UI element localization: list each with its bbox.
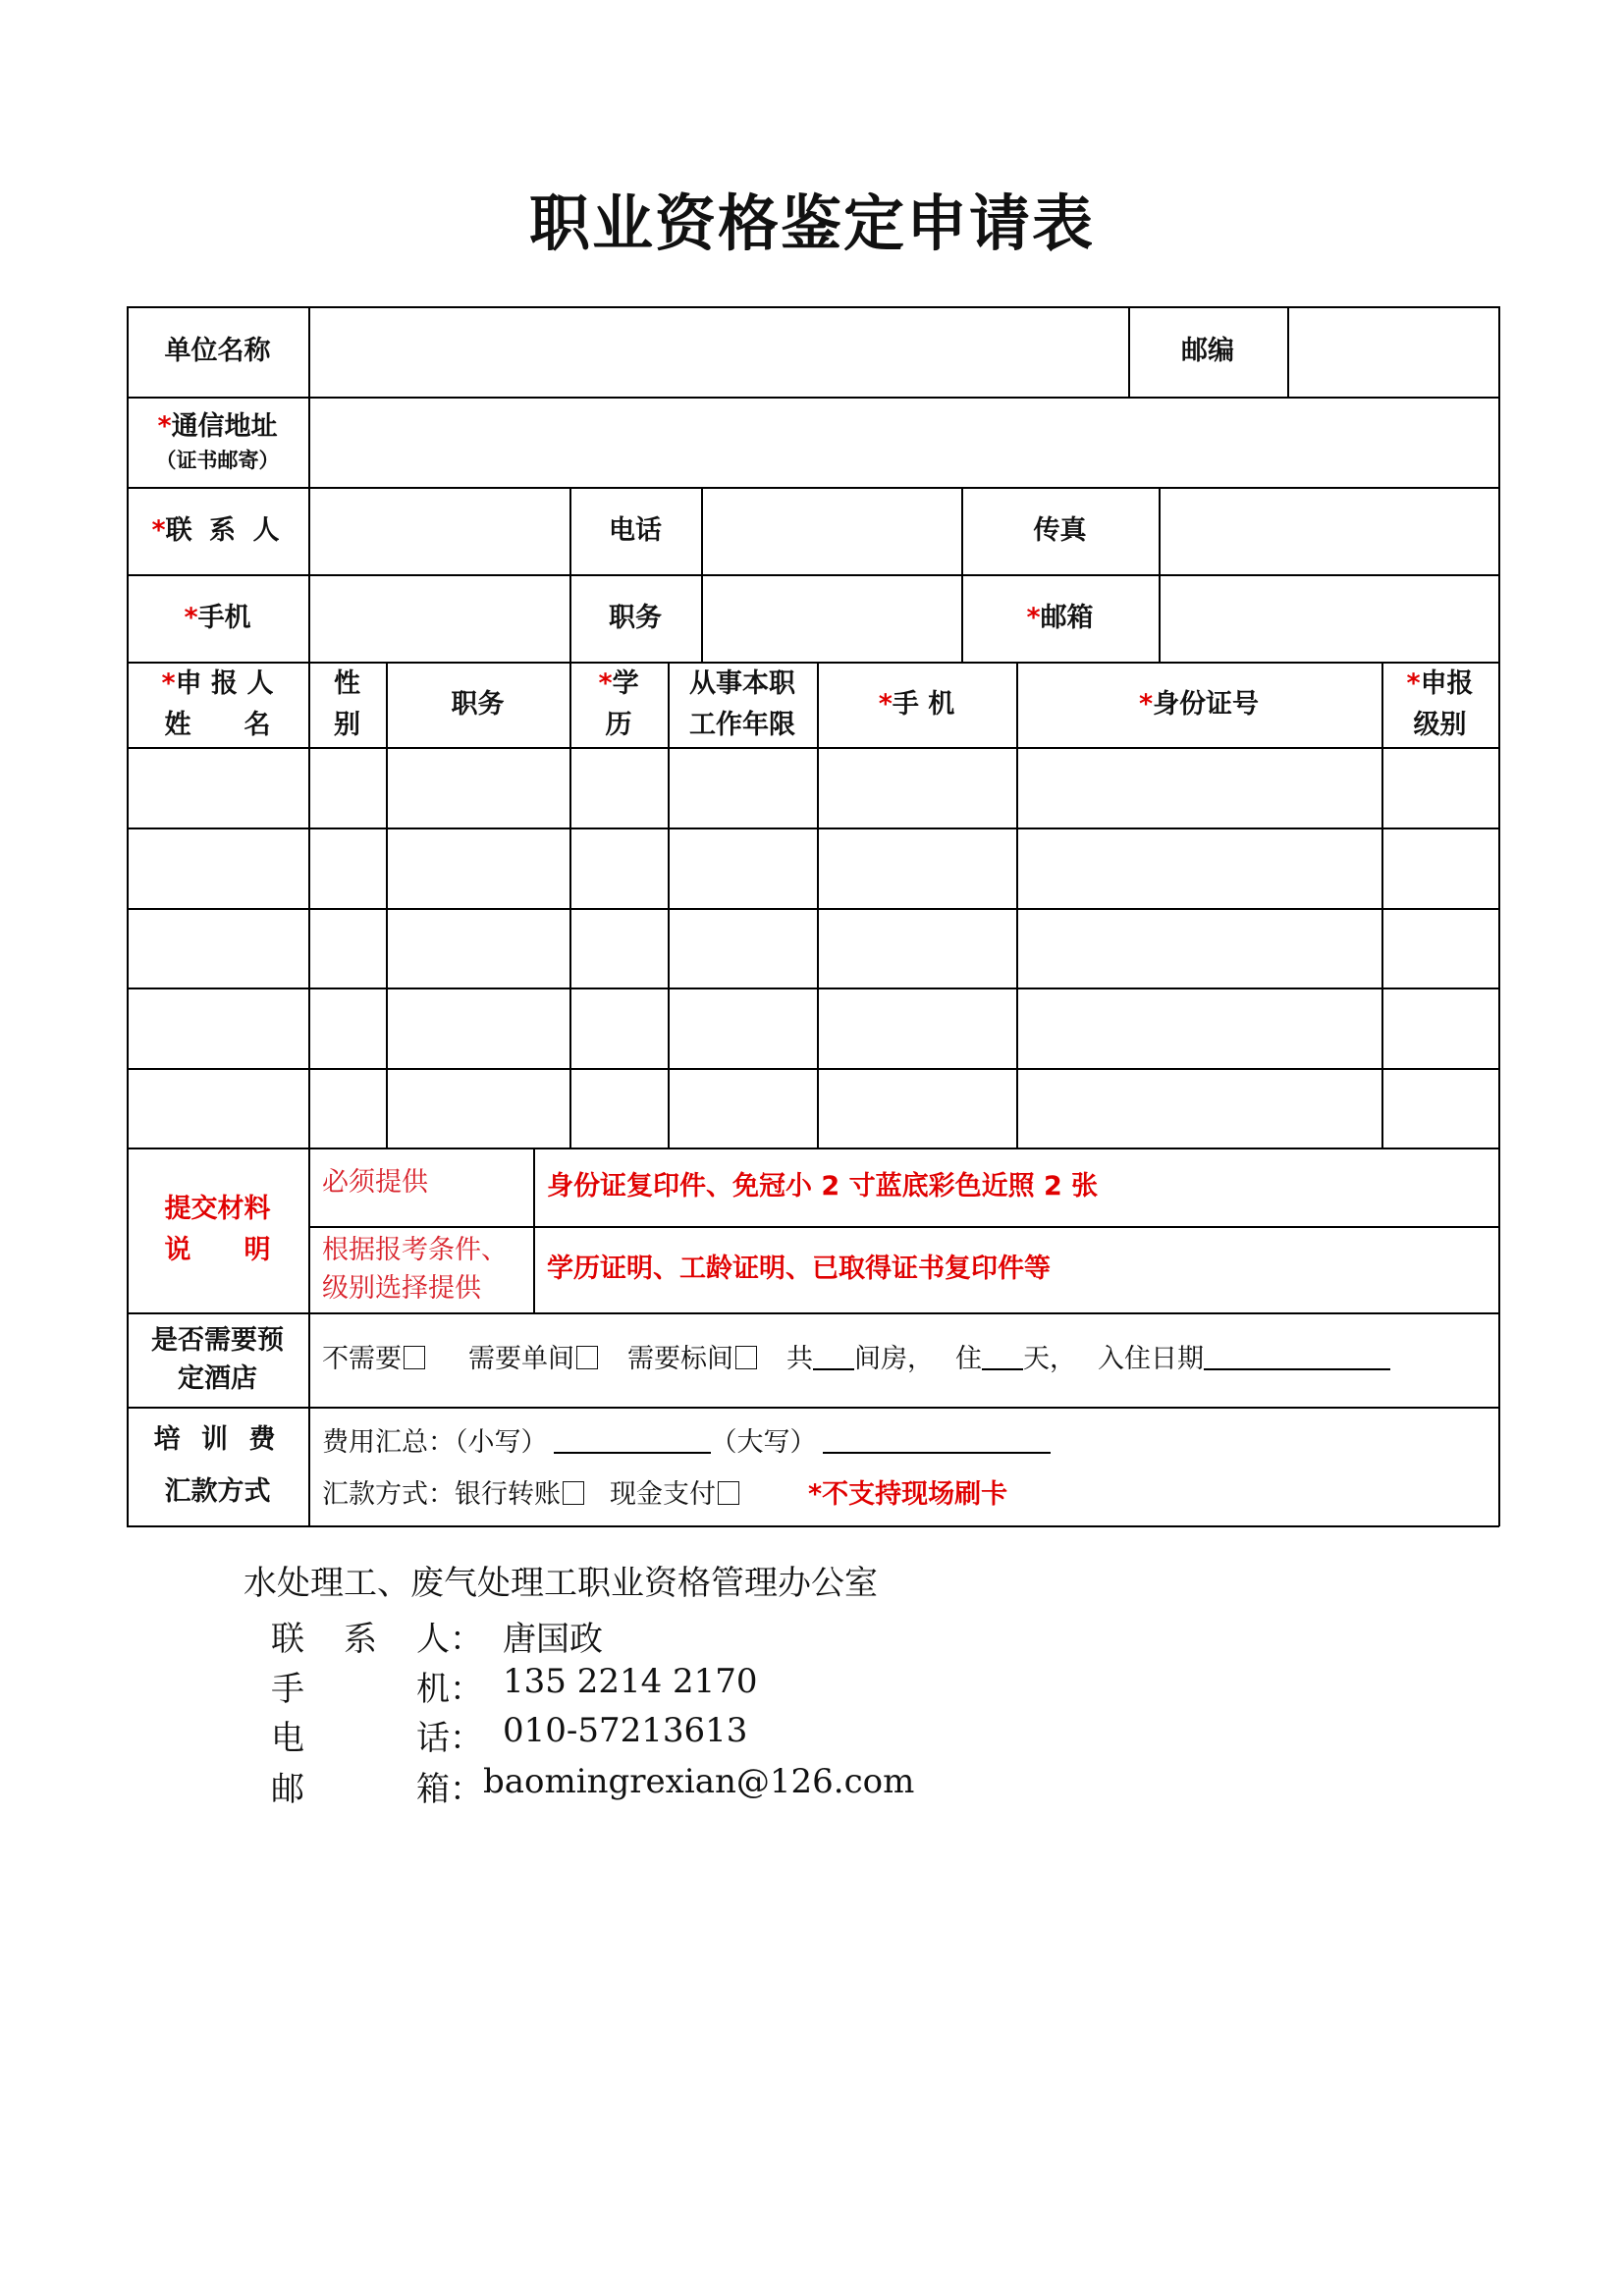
footer-contact-label-part: 邮 [271,1770,304,1809]
applicant-header-text: 职务 [451,688,505,720]
postcode-label-text: 邮编 [1181,336,1234,367]
applicant-cell-input[interactable] [388,749,569,828]
applicant-cell-input[interactable] [129,910,308,988]
applicant-cell-input[interactable] [670,829,817,908]
hotel-option-standard[interactable] [627,1338,757,1380]
address-field[interactable] [310,399,1498,487]
required-star: * [161,667,176,699]
unit-name-label [127,306,308,397]
applicant-header-text: 申 报 人 [175,667,274,699]
position-label-text: 职务 [609,602,662,633]
applicant-header-line1 [162,664,274,705]
unit-name-label-text: 单位名称 [164,336,271,367]
applicant-cell-input[interactable] [310,989,386,1068]
applicant-cell-input[interactable] [1018,910,1381,988]
applicant-header-line1 [1139,684,1259,725]
contact-label [127,487,308,574]
required-star: * [151,514,166,546]
applicant-cell-input[interactable] [1383,989,1498,1068]
footer-contact-row [271,1662,758,1710]
fee-lowercase-input[interactable] [554,1432,711,1454]
applicant-cell-input[interactable] [571,1070,668,1148]
phone-label-text: 电话 [609,514,662,546]
mobile-label-text: 手机 [197,602,251,633]
email-label [961,574,1159,662]
materials-required-label-text: 必须提供 [322,1167,428,1198]
applicant-header-cell [1381,662,1498,747]
applicant-cell-input[interactable] [1018,1070,1381,1148]
applicant-header-line1 [452,684,505,725]
payment-option-cash[interactable] [610,1473,739,1516]
footer-contact-row [271,1711,747,1759]
hotel-options [308,1312,1498,1407]
applicant-cell-input[interactable] [310,1070,386,1148]
footer-contact-label-part: 手 [271,1670,304,1709]
checkin-label: 入住日期 [1098,1344,1204,1375]
fee-notice: *不支持现场刷卡 [808,1479,1008,1511]
contact-field[interactable] [310,489,569,574]
payment-option-cash-label: 现金支付 [610,1479,716,1511]
applicant-header-line2: 别 [334,709,360,740]
address-sublabel: （证书邮寄） [155,449,280,473]
applicant-header-cell [308,662,386,747]
applicant-header-line1 [879,684,955,725]
applicant-header-text: 身份证号 [1153,688,1260,720]
footer-contact-label [271,1762,483,1810]
fee-uppercase-label: （大写） [710,1427,817,1459]
phone-label [569,487,701,574]
required-star: * [598,667,613,699]
applicant-header-text: 性 [334,667,360,699]
position-label [569,574,701,662]
days-suffix: 天， [1023,1344,1076,1375]
applicant-cell-input[interactable] [1383,910,1498,988]
days-input[interactable] [982,1349,1023,1370]
footer-contact-label-part: 系 [344,1620,377,1659]
applicant-cell-input[interactable] [819,749,1016,828]
position-field[interactable] [703,576,961,662]
postcode-field[interactable] [1289,308,1498,397]
applicant-cell-input[interactable] [129,749,308,828]
email-field[interactable] [1161,576,1498,662]
materials-label-line1: 提交材料 [164,1194,271,1225]
postcode-label [1128,306,1287,397]
applicant-cell-input[interactable] [310,749,386,828]
applicant-cell-input[interactable] [129,1070,308,1148]
required-star: * [184,602,198,633]
required-star: * [1406,667,1421,699]
footer-contact-label-part [344,1711,377,1759]
applicant-header-cell [1016,662,1381,747]
table-line [127,1407,1499,1409]
applicant-header-line1 [334,664,360,705]
applicant-header-cell [817,662,1016,747]
applicant-cell-input[interactable] [670,1070,817,1148]
rooms-prefix: 共 [786,1344,813,1375]
footer-contact-label-part: 机： [416,1670,483,1709]
fee-total-row [308,1418,1498,1468]
applicant-cell-input[interactable] [819,910,1016,988]
checkbox-icon[interactable] [718,1481,739,1505]
applicant-cell-input[interactable] [670,910,817,988]
checkbox-icon[interactable] [735,1346,757,1369]
footer-contact-value: 010-57213613 [503,1711,748,1750]
hotel-label-line2: 定酒店 [178,1363,257,1394]
address-label [127,397,308,487]
materials-optional-items [533,1226,1498,1312]
fax-label-text: 传真 [1033,514,1087,546]
materials-optional-label-line2: 级别选择提供 [322,1273,481,1304]
footer-contact-row [271,1762,914,1810]
email-label-text: 邮箱 [1040,602,1094,633]
contact-label-text: 联 系 人 [165,514,284,546]
required-star: * [878,688,893,720]
applicant-cell-input[interactable] [388,1070,569,1148]
footer-contact-label-part: 电 [271,1719,304,1758]
applicant-header-line1 [689,664,795,705]
applicant-header-cell [569,662,668,747]
applicant-cell-input[interactable] [1383,749,1498,828]
fee-label [127,1407,308,1525]
address-label-text: 通信地址 [171,411,278,443]
applicant-cell-input[interactable] [819,829,1016,908]
footer-contact-value: 唐国政 [503,1620,603,1659]
fax-field[interactable] [1161,489,1498,574]
payment-option-bank-label: 银行转账 [455,1479,561,1511]
applicant-cell-input[interactable] [388,910,569,988]
fee-method-label: 汇款方式： [322,1479,455,1511]
footer-contact-label-part: 话： [416,1719,483,1758]
applicant-cell-input[interactable] [129,989,308,1068]
hotel-option-single-label: 需要单间 [468,1344,574,1375]
materials-required-items [533,1148,1498,1226]
materials-label [127,1148,308,1312]
payment-option-bank[interactable] [455,1473,584,1516]
fee-method-row [308,1470,1498,1520]
table-line [1498,306,1500,1526]
applicant-cell-input[interactable] [310,910,386,988]
footer-contact-label-part [344,1662,377,1710]
applicant-cell-input[interactable] [571,749,668,828]
form-title: 职业资格鉴定申请表 [528,187,1095,259]
footer-contact-row [271,1612,603,1660]
checkbox-icon[interactable] [404,1346,425,1369]
fee-label-line1: 培 训 费 [153,1423,282,1455]
fee-total-label: 费用汇总：（小写） [322,1427,548,1459]
applicant-header-cell [668,662,817,747]
applicant-cell-input[interactable] [1383,829,1498,908]
applicant-cell-input[interactable] [1383,1070,1498,1148]
applicant-cell-input[interactable] [571,910,668,988]
applicant-header-cell [127,662,308,747]
mobile-field[interactable] [310,576,569,662]
hotel-label [127,1312,308,1407]
applicant-cell-input[interactable] [571,989,668,1068]
applicant-header-line2: 历 [605,709,632,740]
footer-contact-label-part: 箱： [416,1770,483,1809]
fax-label [961,487,1159,574]
checkbox-icon[interactable] [576,1346,598,1369]
office-name: 水处理工、废气处理工职业资格管理办公室 [244,1564,878,1603]
materials-required-items-text: 身份证复印件、免冠小 2 寸蓝底彩色近照 2 张 [547,1171,1099,1202]
footer-contact-value: 135 2214 2170 [503,1662,758,1701]
applicant-cell-input[interactable] [670,989,817,1068]
hotel-option-standard-label: 需要标间 [627,1344,733,1375]
applicant-cell-input[interactable] [388,989,569,1068]
fee-label-line2: 汇款方式 [164,1475,271,1507]
rooms-input[interactable] [813,1349,854,1370]
applicant-header-text: 手 机 [892,688,955,720]
applicant-header-line2: 工作年限 [689,709,795,740]
applicant-header-cell [386,662,569,747]
applicant-cell-input[interactable] [310,829,386,908]
footer-contact-value[interactable]: baomingrexian@126.com [483,1762,915,1801]
applicant-cell-input[interactable] [129,829,308,908]
applicant-cell-input[interactable] [670,749,817,828]
materials-label-line2: 说 明 [164,1235,271,1265]
materials-optional-label-line1: 根据报考条件、 [322,1234,508,1265]
footer-contact-label [271,1711,483,1759]
materials-optional-items-text: 学历证明、工龄证明、已取得证书复印件等 [547,1254,1051,1285]
days-prefix: 住 [955,1344,982,1375]
footer-contact-label-part [344,1762,377,1810]
hotel-label-line1: 是否需要预 [151,1324,284,1356]
applicant-header-text: 从事本职 [689,667,795,699]
applicant-header-text: 学 [612,667,639,699]
phone-field[interactable] [703,489,961,574]
footer-contact-label-part: 人： [416,1620,483,1659]
applicant-header-line1 [598,664,638,705]
materials-required-label [308,1148,533,1226]
hotel-option-none-label: 不需要 [322,1344,402,1375]
applicant-cell-input[interactable] [388,829,569,908]
footer-contact-label [271,1612,483,1660]
table-line [127,1525,1499,1527]
applicant-cell-input[interactable] [571,829,668,908]
applicant-cell-input[interactable] [819,989,1016,1068]
hotel-option-none[interactable] [322,1338,425,1380]
mobile-label [127,574,308,662]
applicant-cell-input[interactable] [819,1070,1016,1148]
rooms-suffix: 间房， [854,1344,934,1375]
required-star: * [1026,602,1041,633]
required-star: * [157,411,172,443]
footer-contact-label-part: 联 [271,1620,304,1659]
footer-contact-label [271,1662,483,1710]
applicant-header-line2: 级别 [1413,709,1467,740]
required-star: * [1138,688,1154,720]
fee-uppercase-input[interactable] [823,1432,1051,1454]
applicant-header-line2: 姓 名 [164,709,271,740]
checkin-date-input[interactable] [1204,1349,1390,1370]
applicant-header-text: 申报 [1420,667,1474,699]
applicant-cell-input[interactable] [1018,989,1381,1068]
applicant-cell-input[interactable] [1018,749,1381,828]
applicant-header-line1 [1406,664,1473,705]
hotel-option-single[interactable] [468,1338,598,1380]
checkbox-icon[interactable] [563,1481,584,1505]
materials-optional-label [308,1226,533,1312]
unit-name-field[interactable] [310,308,1128,397]
applicant-cell-input[interactable] [1018,829,1381,908]
